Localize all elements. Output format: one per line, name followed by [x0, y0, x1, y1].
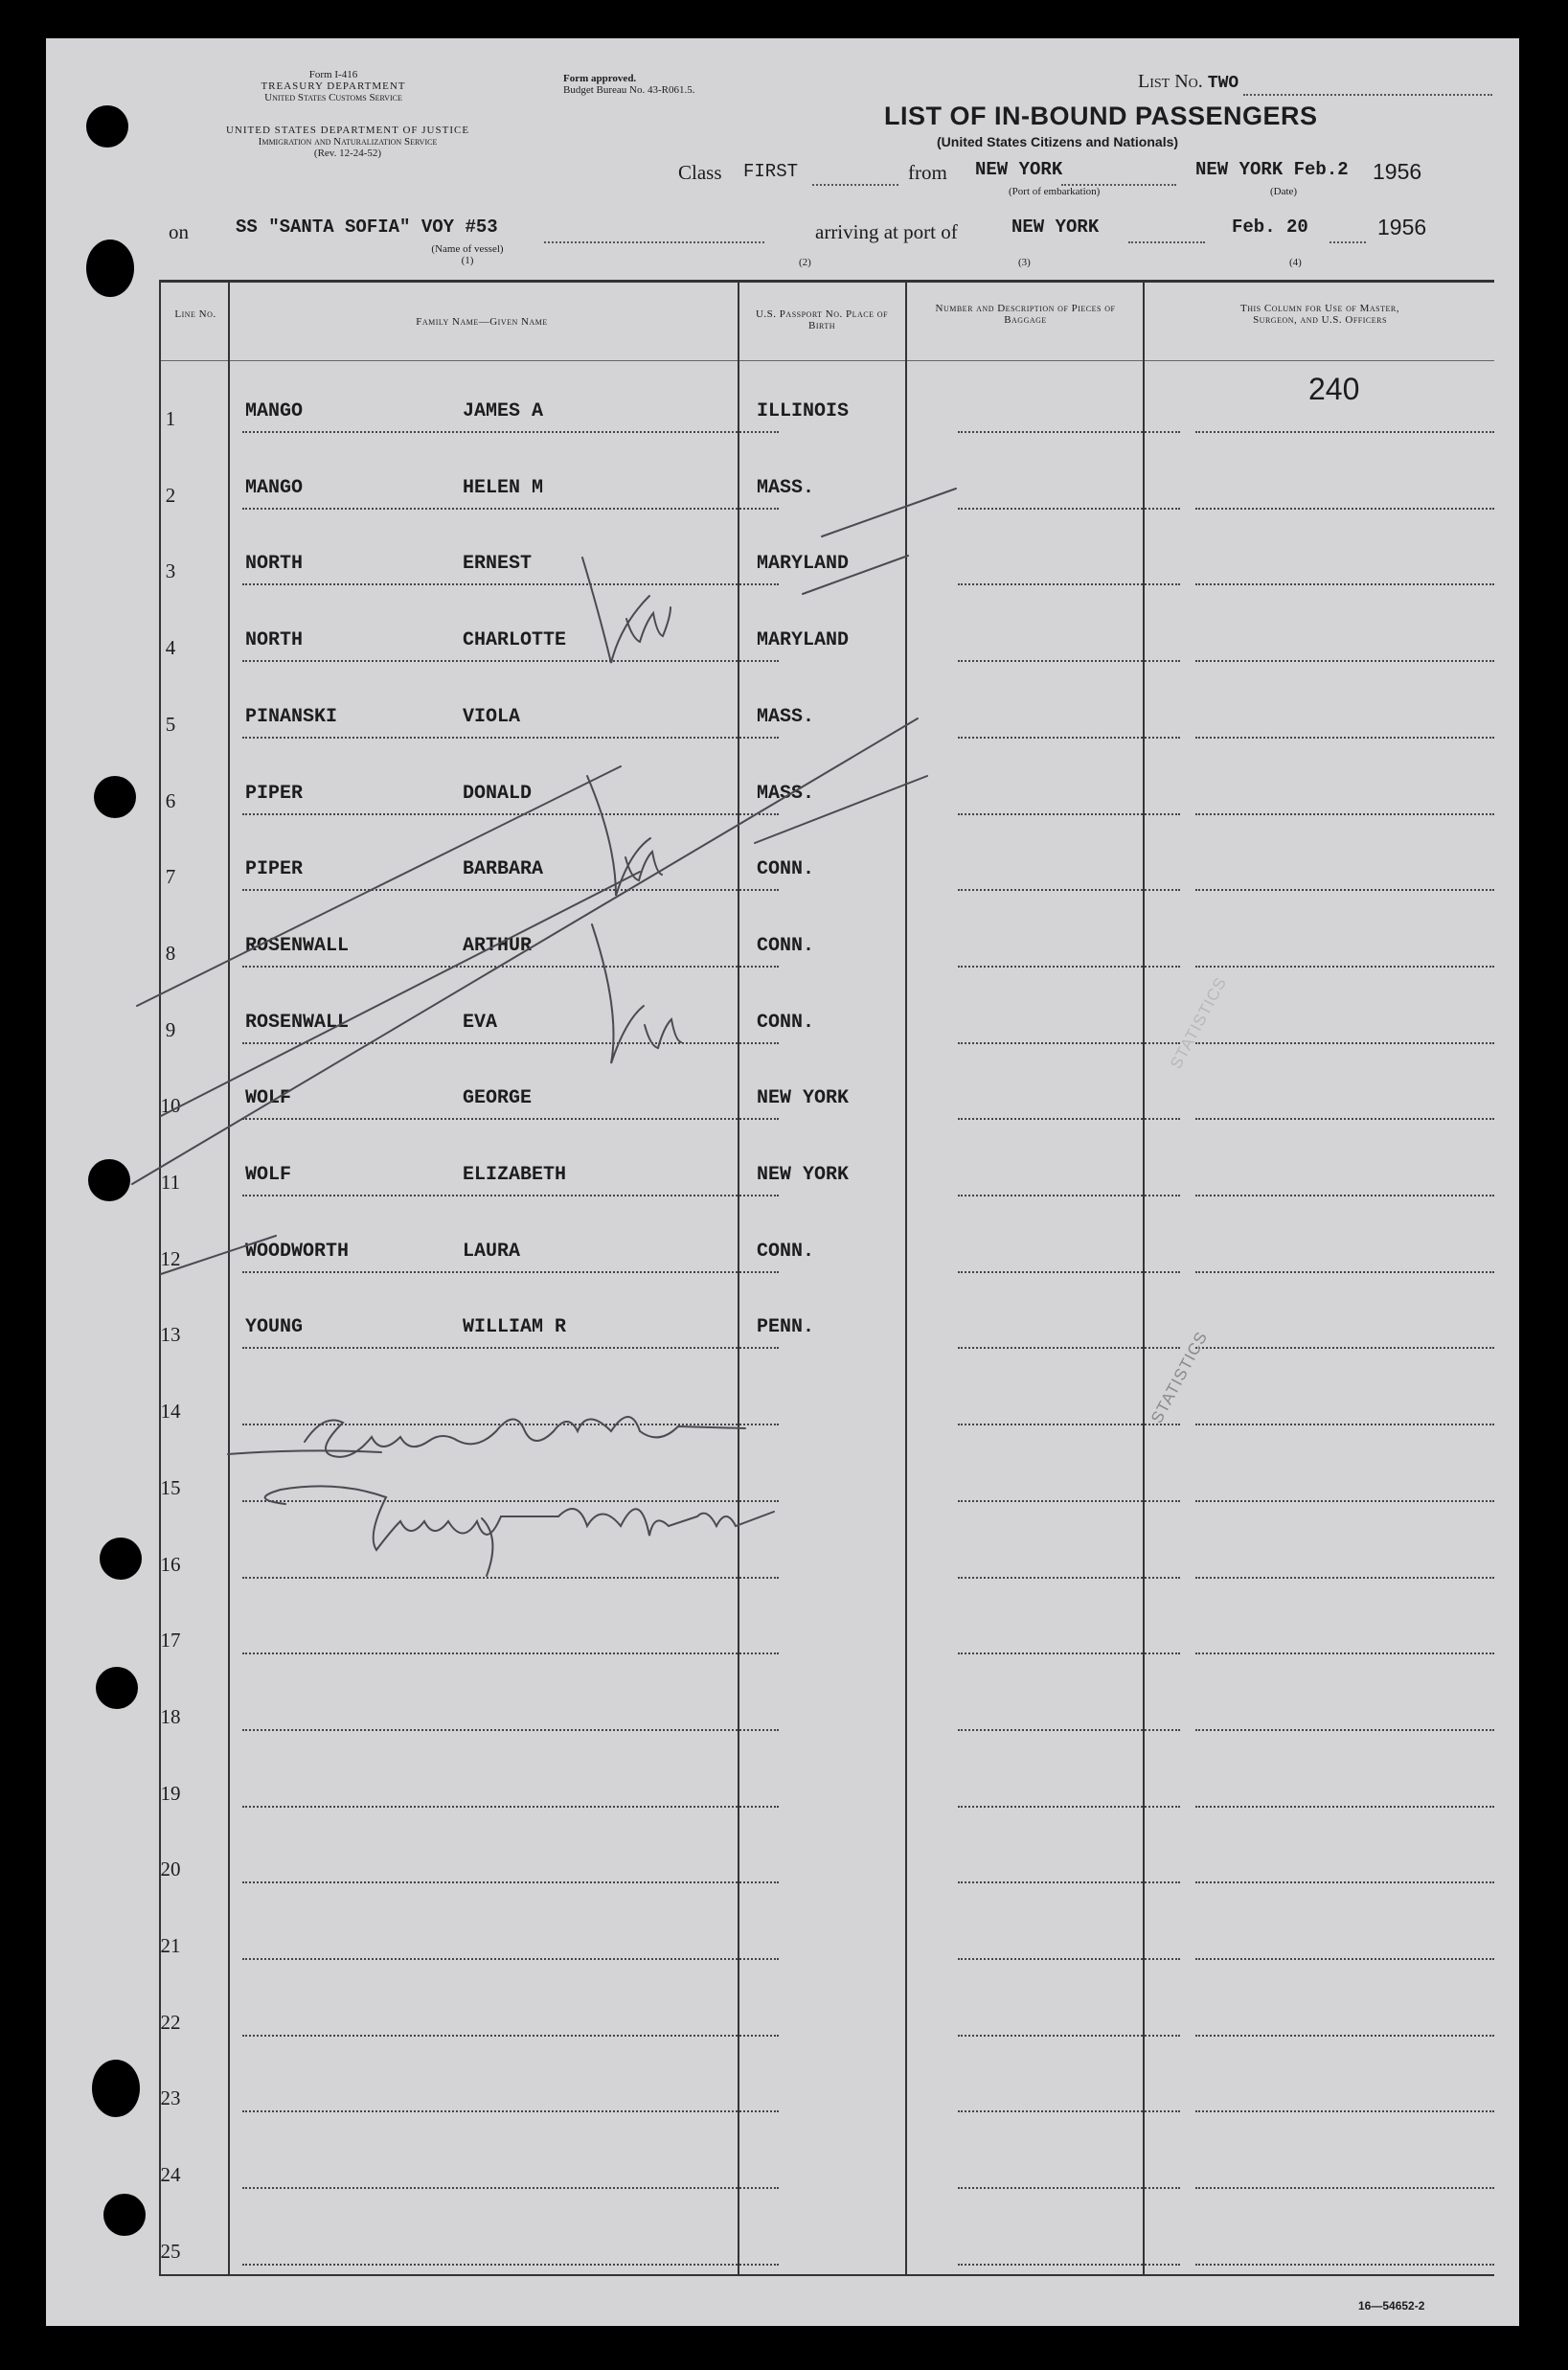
given-name: ERNEST [463, 553, 533, 576]
handwritten-note-line15 [285, 1485, 755, 1542]
line-number: 16 [160, 1552, 181, 1576]
col-passport: U.S. Passport No. Place of Birth [755, 308, 889, 331]
given-name: VIOLA [463, 705, 521, 728]
place-of-birth: NEW YORK [757, 1087, 850, 1110]
faint-statistics-stamp: STATISTICS [1167, 973, 1231, 1072]
agency-treasury: TREASURY DEPARTMENT [261, 80, 406, 92]
family-name: WOLF [245, 1087, 292, 1110]
place-of-birth: MASS. [757, 476, 815, 499]
officer-note: 240 [1308, 372, 1360, 406]
given-name: EVA [463, 1011, 498, 1034]
departure-date: NEW YORK Feb.2 [1195, 159, 1349, 180]
class-value: FIRST [743, 161, 799, 182]
place-of-birth: CONN. [757, 1240, 815, 1263]
col-officers: This Column for Use of Master, Surgeon, and U.S. Officers [1240, 303, 1399, 326]
agency-ins: Immigration and Naturalization Service [258, 136, 438, 148]
vessel-caption: (Name of vessel) [431, 243, 504, 255]
line-number: 8 [165, 941, 176, 965]
arriving-label: arriving at port of [815, 220, 958, 243]
line-number: 20 [160, 1857, 181, 1881]
place-of-birth: PENN. [757, 1316, 815, 1339]
agency-customs: United States Customs Service [264, 92, 402, 103]
handwritten-note-line14 [295, 1418, 697, 1456]
col-baggage: Number and Description of Pieces of Baggage [935, 303, 1116, 326]
line-number: 6 [165, 788, 176, 812]
family-name: MANGO [245, 476, 304, 499]
vessel-name: SS "SANTA SOFIA" VOY #53 [236, 216, 498, 238]
page-subtitle: (United States Citizens and Nationals) [937, 134, 1179, 149]
family-name: WOODWORTH [245, 1240, 350, 1263]
list-no-value: TWO [1207, 74, 1239, 93]
family-name: WOLF [245, 1164, 292, 1186]
line-number: 17 [160, 1629, 181, 1652]
given-name: DONALD [463, 782, 533, 805]
from-label: from [908, 161, 947, 184]
place-of-birth: ILLINOIS [757, 400, 850, 422]
family-name: PIPER [245, 782, 304, 805]
form-approval: Form approved. [563, 73, 637, 84]
place-of-birth: MARYLAND [757, 629, 850, 652]
place-of-birth: NEW YORK [757, 1164, 850, 1186]
form-revision: (Rev. 12-24-52) [313, 148, 382, 159]
line-number: 1 [165, 407, 176, 430]
line-number: 12 [160, 1246, 181, 1270]
line-number: 23 [160, 2086, 181, 2110]
given-name: HELEN M [463, 476, 544, 499]
class-label: Class [678, 161, 722, 184]
given-name: ELIZABETH [463, 1164, 567, 1186]
family-name: PIPER [245, 858, 304, 881]
statistics-stamp: STATISTICS [1148, 1328, 1212, 1426]
form-number: Form I-416 [308, 69, 358, 80]
caption-1: (1) [461, 255, 474, 266]
line-number: 14 [160, 1400, 181, 1424]
place-of-birth: CONN. [757, 858, 815, 881]
line-number: 5 [165, 712, 176, 736]
given-name: JAMES A [463, 400, 544, 422]
arrival-port: NEW YORK [1011, 216, 1100, 238]
caption-4: (4) [1289, 257, 1302, 268]
print-code: 16—54652-2 [1358, 2299, 1425, 2313]
line-number: 9 [165, 1017, 176, 1041]
family-name: PINANSKI [245, 705, 338, 728]
line-number: 19 [160, 1781, 181, 1805]
line-number: 2 [165, 483, 176, 507]
line-number: 15 [160, 1475, 181, 1499]
given-name: CHARLOTTE [463, 629, 567, 652]
page-title: LIST OF IN-BOUND PASSENGERS [884, 102, 1318, 130]
caption-2: (2) [799, 257, 811, 268]
col-name: Family Name—Given Name [416, 316, 548, 328]
agency-justice: UNITED STATES DEPARTMENT OF JUSTICE [225, 125, 470, 136]
family-name: NORTH [245, 553, 304, 576]
manifest-sheet [46, 38, 1519, 2326]
family-name: YOUNG [245, 1316, 304, 1339]
line-number: 7 [165, 865, 176, 889]
port-of-embarkation: NEW YORK [975, 159, 1063, 180]
line-number: 4 [165, 636, 176, 660]
given-name: LAURA [463, 1240, 521, 1263]
given-name: BARBARA [463, 858, 544, 881]
budget-bureau: Budget Bureau No. 43-R061.5. [563, 84, 695, 96]
port-embark-caption: (Port of embarkation) [1009, 186, 1101, 197]
col-line-no: Line No. [174, 308, 216, 320]
date-caption: (Date) [1270, 186, 1298, 197]
line-number: 24 [160, 2163, 181, 2187]
caption-3: (3) [1018, 257, 1031, 268]
list-no-label: List No. [1138, 71, 1203, 92]
line-number: 13 [160, 1323, 181, 1347]
line-number: 3 [165, 559, 176, 583]
departure-year: 1956 [1373, 159, 1422, 184]
family-name: ROSENWALL [245, 934, 350, 957]
given-name: GEORGE [463, 1087, 533, 1110]
handwriting-strokes [46, 38, 1519, 2326]
arrival-date: Feb. 20 [1232, 216, 1308, 238]
line-number: 22 [160, 2010, 181, 2034]
line-number: 11 [160, 1171, 181, 1194]
family-name: NORTH [245, 629, 304, 652]
family-name: MANGO [245, 400, 304, 422]
place-of-birth: MASS. [757, 782, 815, 805]
place-of-birth: MARYLAND [757, 553, 850, 576]
given-name: ARTHUR [463, 934, 533, 957]
on-label: on [169, 220, 189, 243]
place-of-birth: CONN. [757, 934, 815, 957]
arrival-year: 1956 [1377, 215, 1427, 239]
place-of-birth: MASS. [757, 705, 815, 728]
line-number: 25 [160, 2239, 181, 2263]
family-name: ROSENWALL [245, 1011, 350, 1034]
place-of-birth: CONN. [757, 1011, 815, 1034]
given-name: WILLIAM R [463, 1316, 567, 1339]
line-number: 10 [160, 1094, 181, 1118]
line-number: 21 [160, 1934, 181, 1957]
line-number: 18 [160, 1704, 181, 1728]
